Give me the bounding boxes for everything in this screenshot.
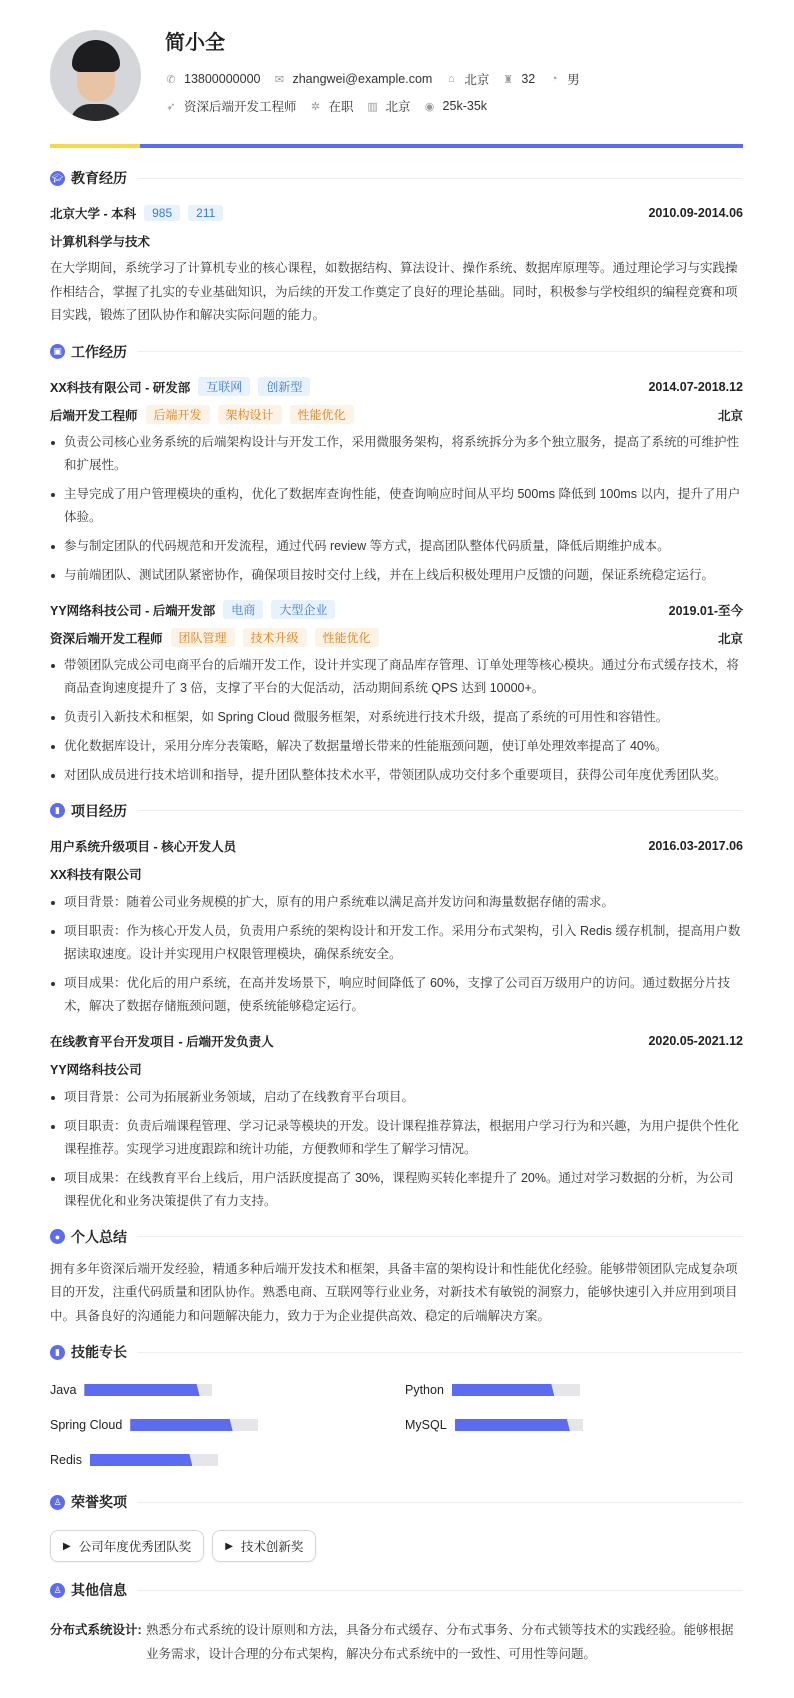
major: 计算机科学与技术	[50, 235, 151, 249]
user-icon: ●	[50, 1229, 65, 1244]
section-awards	[50, 1490, 743, 1514]
list-item: 项目背景：随着公司业务规模的扩大，原有的用户系统难以满足高并发访问和海量数据存储的需求。	[50, 891, 743, 914]
skill-level-fill	[84, 1384, 199, 1396]
skill-level-fill	[455, 1419, 570, 1431]
skill-name: Java	[50, 1383, 77, 1397]
tag: 技术升级	[243, 628, 307, 647]
gender-icon: ◔	[550, 73, 558, 85]
location: 北京	[464, 73, 490, 87]
section-summary	[50, 1225, 743, 1249]
section-title: 其他信息	[71, 1582, 127, 1598]
age: 32	[521, 72, 536, 86]
contact-row	[165, 70, 593, 88]
skill-level-fill	[90, 1454, 192, 1466]
tag: 后端开发	[146, 405, 210, 424]
medal-icon: ♙	[50, 1495, 65, 1510]
date: 2014.07-2018.12	[648, 379, 743, 394]
skill-level-bar	[90, 1454, 218, 1466]
section-title: 项目经历	[71, 802, 127, 819]
section-education	[50, 166, 743, 190]
email: zhangwei@example.com	[292, 72, 433, 86]
list-item: 项目背景：公司为拓展新业务领域，启动了在线教育平台项目。	[50, 1086, 743, 1109]
job-title: 后端开发工程师	[50, 408, 138, 423]
date: 2010.09-2014.06	[648, 206, 743, 220]
cake-icon: ♜	[503, 73, 514, 86]
skill-item	[405, 1417, 743, 1433]
section-title: 个人总结	[71, 1228, 127, 1245]
list-item: 项目成果：优化后的用户系统，在高并发场景下，响应时间降低了 60%，支撑了公司百万级用户的访问。通过数据分片技术，解决了数据存储瓶颈问题，使系统能够稳定运行。	[50, 972, 743, 1018]
project-company: XX科技有限公司	[50, 867, 142, 882]
status-icon: ✲	[310, 100, 321, 113]
tag: 电商	[223, 600, 263, 619]
avatar	[50, 30, 141, 121]
section-title: 教育经历	[71, 170, 127, 186]
skill-name: MySQL	[405, 1418, 447, 1432]
tag: 211	[188, 205, 223, 221]
status: 在职	[328, 100, 354, 114]
section-work	[50, 340, 743, 364]
list-item: 负责引入新技术和框架，如 Spring Cloud 微服务框架，对系统进行技术升级，提高了系统的可用性和容错性。	[50, 706, 743, 729]
list-item: 优化数据库设计，采用分库分表策略，解决了数据量增长带来的性能瓶颈问题，使订单处理效率提高了 40%。	[50, 735, 743, 758]
play-icon: ▶	[225, 1540, 233, 1552]
tag: 创新型	[258, 377, 310, 396]
list-item: 对团队成员进行技术培训和指导，提升团队整体技术水平，带领团队成功交付多个重要项目，获得公司年度优秀团队奖。	[50, 764, 743, 787]
phone-icon: ✆	[166, 73, 176, 86]
list-item: 项目职责：负责后端课程管理、学习记录等模块的开发。设计课程推荐算法，根据用户学习行为和兴趣，为用户提供个性化课程推荐。实现学习进度跟踪和统计功能，方便教师和学生了解学习情况。	[50, 1115, 743, 1161]
skill-name: Spring Cloud	[50, 1418, 123, 1432]
send-icon: ➶	[166, 100, 176, 113]
section-other	[50, 1578, 743, 1602]
tag: 性能优化	[315, 628, 379, 647]
section-projects	[50, 799, 743, 823]
date: 2016.03-2017.06	[648, 838, 743, 853]
gender: 男	[567, 73, 580, 87]
list-item: 与前端团队、测试团队紧密协作，确保项目按时交付上线，并在上线后积极处理用户反馈的问题，保证系统稳定运行。	[50, 564, 743, 587]
skill-level-bar	[130, 1419, 258, 1431]
section-title: 技能专长	[71, 1344, 127, 1360]
section-title: 荣誉奖项	[71, 1494, 127, 1510]
skill-level-bar	[455, 1419, 583, 1431]
work-entry-header	[50, 377, 743, 397]
other-label: 分布式系统设计:	[50, 1623, 142, 1637]
project-company: YY网络科技公司	[50, 1062, 142, 1077]
list-item: 项目职责：作为核心开发人员，负责用户系统的架构设计和开发工作。采用分布式架构，引入 Redis 缓存机制，提高用户数据读取速度。设计并实现用户权限管理模块，确保系统安全。	[50, 920, 743, 966]
position: 资深后端开发工程师	[184, 100, 297, 114]
city: 北京	[717, 631, 743, 646]
education-description: 在大学期间，系统学习了计算机专业的核心课程，如数据结构、算法设计、操作系统、数据库原理等。通过理论学习与实践操作相结合，掌握了扎实的专业基础知识，为后续的开发工作奠定了良好的理论基础。同时，积极参与学校组织的编程竞赛和项目实践，锻炼了团队协作和解决实际问题的能力。	[50, 261, 738, 322]
target-city: 北京	[385, 100, 411, 114]
skill-level-bar	[84, 1384, 212, 1396]
money-icon: ◉	[424, 100, 435, 113]
project-name: 用户系统升级项目 - 核心开发人员	[50, 839, 237, 854]
list-item: 参与制定团队的代码规范和开发流程，通过代码 review 等方式，提高团队整体代码质量，降低后期维护成本。	[50, 535, 743, 558]
bar-chart-icon: ▮	[50, 1345, 65, 1360]
home-icon: ⌂	[448, 73, 455, 85]
tag: 团队管理	[171, 628, 235, 647]
job-title: 资深后端开发工程师	[50, 631, 163, 646]
chart-icon: ▮	[50, 803, 65, 818]
city: 北京	[717, 408, 743, 423]
project-name: 在线教育平台开发项目 - 后端开发负责人	[50, 1034, 274, 1049]
summary-text: 拥有多年资深后端开发经验，精通多种后端开发技术和框架，具备丰富的架构设计和性能优化经验。能够带领团队完成复杂项目的开发，注重代码质量和团队协作。熟悉电商、互联网等行业业务，对新技术有敏锐的洞察力，能够快速引入并应用到项目中。具备良好的沟通能力和问题解决能力，致力于为企业提供高效、稳定的后端解决方案。	[50, 1261, 738, 1323]
header-divider	[50, 144, 743, 148]
award-item[interactable]	[50, 1530, 204, 1562]
work-entry-header	[50, 600, 743, 620]
skill-item	[50, 1452, 405, 1468]
list-item: 带领团队完成公司电商平台的后端开发工作，设计并实现了商品库存管理、订单处理等核心模块。通过分布式缓存技术，将商品查询速度提升了 3 倍，支撑了平台的大促活动，活动期间系统 QPS 达到 10000+。	[50, 654, 743, 700]
company: XX科技有限公司 - 研发部	[50, 380, 191, 395]
salary: 25k-35k	[442, 99, 488, 113]
info-icon: ♙	[50, 1583, 65, 1598]
award-label: 技术创新奖	[240, 1540, 304, 1554]
other-value: 熟悉分布式系统的设计原则和方法，具备分布式缓存、分布式事务、分布式锁等技术的实践经验。能够根据业务需求，设计合理的分布式架构，解决分布式系统中的一致性、可用性等问题。	[146, 1623, 734, 1661]
skill-item	[405, 1382, 743, 1398]
candidate-name: 简小全	[165, 32, 225, 54]
date: 2019.01-至今	[668, 603, 743, 618]
skill-item	[50, 1417, 405, 1433]
skill-name: Python	[405, 1383, 444, 1397]
other-item	[50, 1619, 743, 1666]
tag: 性能优化	[290, 405, 354, 424]
company: YY网络科技公司 - 后端开发部	[50, 603, 216, 618]
skill-level-fill	[130, 1419, 232, 1431]
tag: 大型企业	[271, 600, 335, 619]
tag: 互联网	[198, 377, 250, 396]
tag: 架构设计	[218, 405, 282, 424]
skill-name: Redis	[50, 1453, 82, 1467]
section-title: 工作经历	[71, 343, 127, 360]
list-item: 项目成果：在线教育平台上线后，用户活跃度提高了 30%，课程购买转化率提升了 20%。通过对学习数据的分析，为公司课程优化和业务决策提供了有力支持。	[50, 1167, 743, 1213]
briefcase-icon: ▣	[50, 344, 65, 359]
resume-header	[0, 0, 794, 146]
mail-icon: ✉	[274, 73, 285, 86]
award-label: 公司年度优秀团队奖	[78, 1540, 192, 1554]
building-icon: ▥	[367, 100, 378, 113]
skill-level-bar	[452, 1384, 580, 1396]
date: 2020.05-2021.12	[648, 1033, 743, 1048]
list-item: 主导完成了用户管理模块的重构，优化了数据库查询性能，使查询响应时间从平均 500ms 降低到 100ms 以内，提升了用户体验。	[50, 483, 743, 529]
skill-level-fill	[452, 1384, 554, 1396]
school: 北京大学 - 本科	[50, 207, 137, 221]
award-item[interactable]	[212, 1530, 316, 1562]
graduation-cap-icon: 🎓︎	[50, 171, 65, 186]
job-intent-row	[165, 97, 500, 115]
tag: 985	[144, 205, 180, 221]
list-item: 负责公司核心业务系统的后端架构设计与开发工作，采用微服务架构，将系统拆分为多个独立服务，提高了系统的可维护性和扩展性。	[50, 431, 743, 477]
skill-item	[50, 1382, 405, 1398]
play-icon: ▶	[63, 1540, 71, 1552]
phone: 13800000000	[184, 72, 261, 86]
section-skills	[50, 1340, 743, 1364]
